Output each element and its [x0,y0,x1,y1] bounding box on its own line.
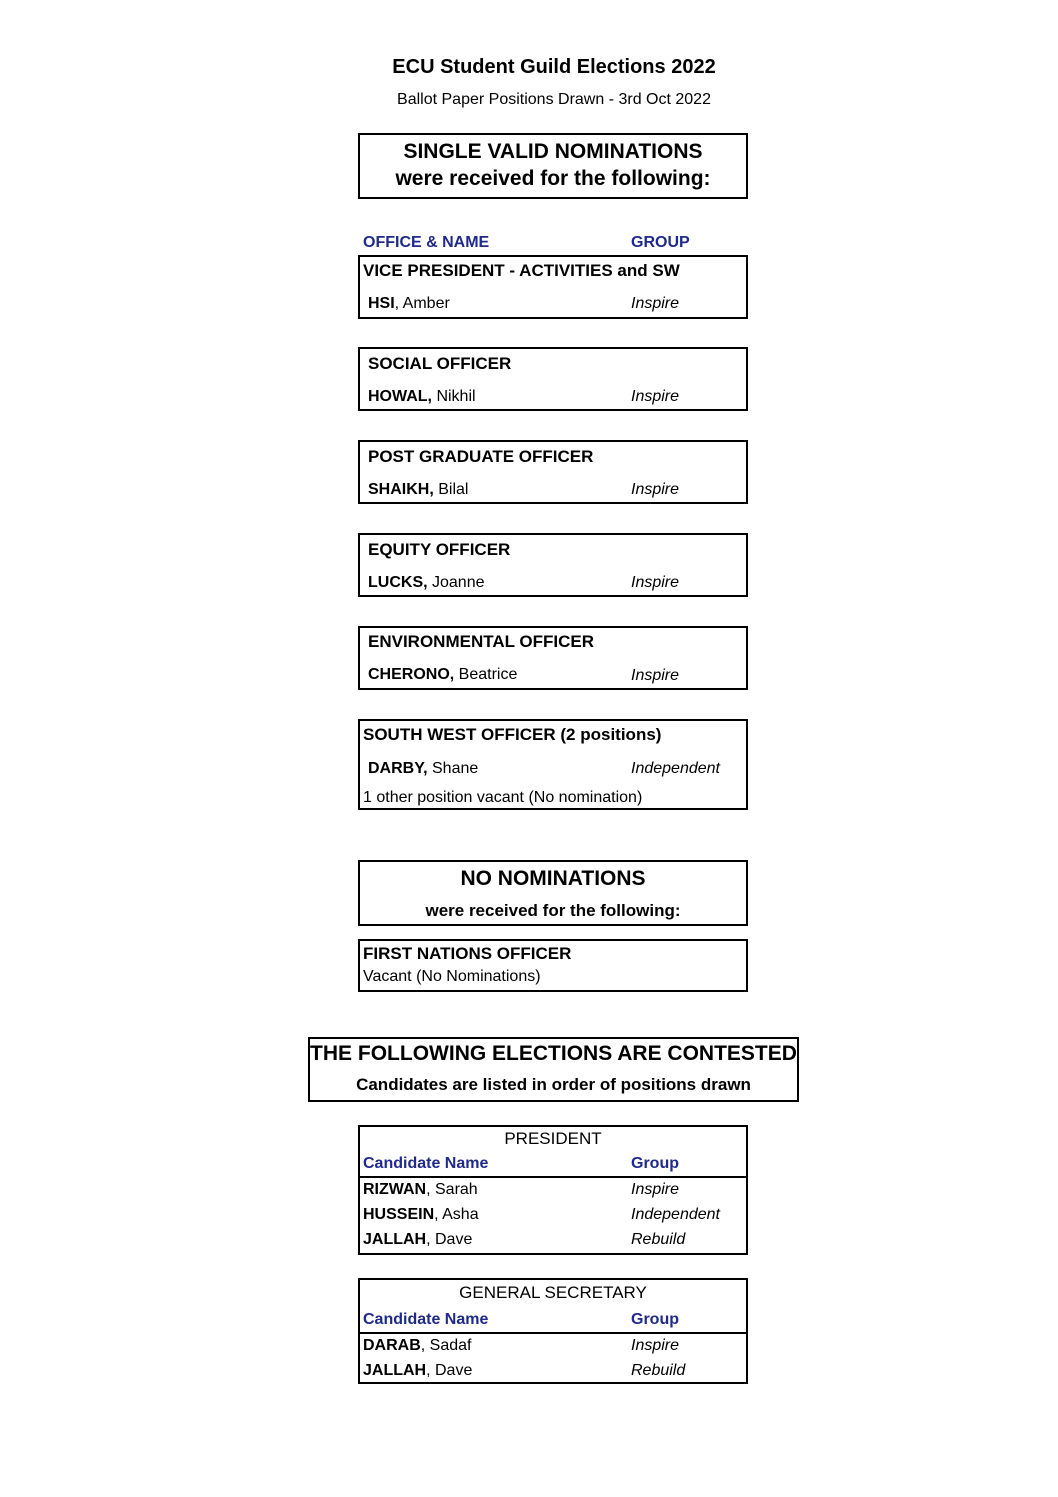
candidate-name-column-header: Candidate Name [363,1155,489,1172]
office-title: VICE PRESIDENT - ACTIVITIES and SW [363,261,680,280]
office-box-post-graduate [358,440,748,504]
table-row-group: Inspire [631,1337,680,1354]
header-divider [360,1332,746,1334]
office-box-equity [358,533,748,597]
office-box-social [358,347,748,411]
office-title: ENVIRONMENTAL OFFICER [368,632,595,651]
president-table [358,1125,748,1255]
office-box-environmental [358,626,748,690]
candidate-name: SHAIKH, Bilal [368,481,469,498]
candidate-group: Inspire [631,481,680,498]
none-heading-line2: were received for the following: [425,901,681,920]
table-title: GENERAL SECRETARY [459,1283,647,1302]
single-heading-line2: were received for the following: [395,167,711,190]
office-box-first-nations [358,939,748,992]
office-name-column-header: OFFICE & NAME [363,234,490,251]
group-column-header: GROUP [631,234,690,251]
candidate-name: HOWAL, Nikhil [368,388,476,405]
table-row-group: Inspire [631,1181,680,1198]
candidate-name: CHERONO, Beatrice [368,666,518,683]
vacancy-note: 1 other position vacant (No nomination) [363,789,643,806]
candidate-group: Inspire [631,574,680,591]
table-title: PRESIDENT [504,1129,602,1148]
page-title: ECU Student Guild Elections 2022 [392,56,716,78]
header-divider [360,1176,746,1178]
table-row-name: HUSSEIN, Asha [363,1206,479,1223]
candidate-group: Inspire [631,388,680,405]
office-title: SOUTH WEST OFFICER (2 positions) [363,725,662,744]
vacancy-note: Vacant (No Nominations) [363,968,541,985]
office-title: POST GRADUATE OFFICER [368,447,594,466]
office-box-south-west [358,719,748,810]
table-row-group: Rebuild [631,1231,686,1248]
single-heading-line1: SINGLE VALID NOMINATIONS [403,140,703,163]
candidate-name: DARBY, Shane [368,760,479,777]
general-secretary-table [358,1278,748,1384]
office-box-vice-president [358,255,748,319]
candidate-name: LUCKS, Joanne [368,574,485,591]
contested-heading-line1: THE FOLLOWING ELECTIONS ARE CONTESTED [310,1042,797,1065]
candidate-group: Independent [631,760,720,777]
table-row-group: Rebuild [631,1362,686,1379]
candidate-group: Inspire [631,667,680,684]
table-row-name: JALLAH, Dave [363,1362,473,1379]
contested-header [308,1037,799,1102]
table-row-name: RIZWAN, Sarah [363,1181,478,1198]
page-subtitle: Ballot Paper Positions Drawn - 3rd Oct 2022 [397,91,711,108]
office-title: FIRST NATIONS OFFICER [363,944,572,963]
table-row-group: Independent [631,1206,720,1223]
group-column-header: Group [631,1311,679,1328]
office-title: SOCIAL OFFICER [368,354,512,373]
candidate-name-column-header: Candidate Name [363,1311,489,1328]
table-row-name: JALLAH, Dave [363,1231,473,1248]
none-heading-line1: NO NOMINATIONS [460,867,646,890]
single-nominations-header [358,133,748,199]
office-title: EQUITY OFFICER [368,540,511,559]
contested-heading-line2: Candidates are listed in order of positions drawn [356,1075,751,1094]
table-row-name: DARAB, Sadaf [363,1337,472,1354]
group-column-header: Group [631,1155,679,1172]
candidate-group: Inspire [631,295,680,312]
no-nominations-header [358,860,748,926]
candidate-name: HSI, Amber [368,295,450,312]
